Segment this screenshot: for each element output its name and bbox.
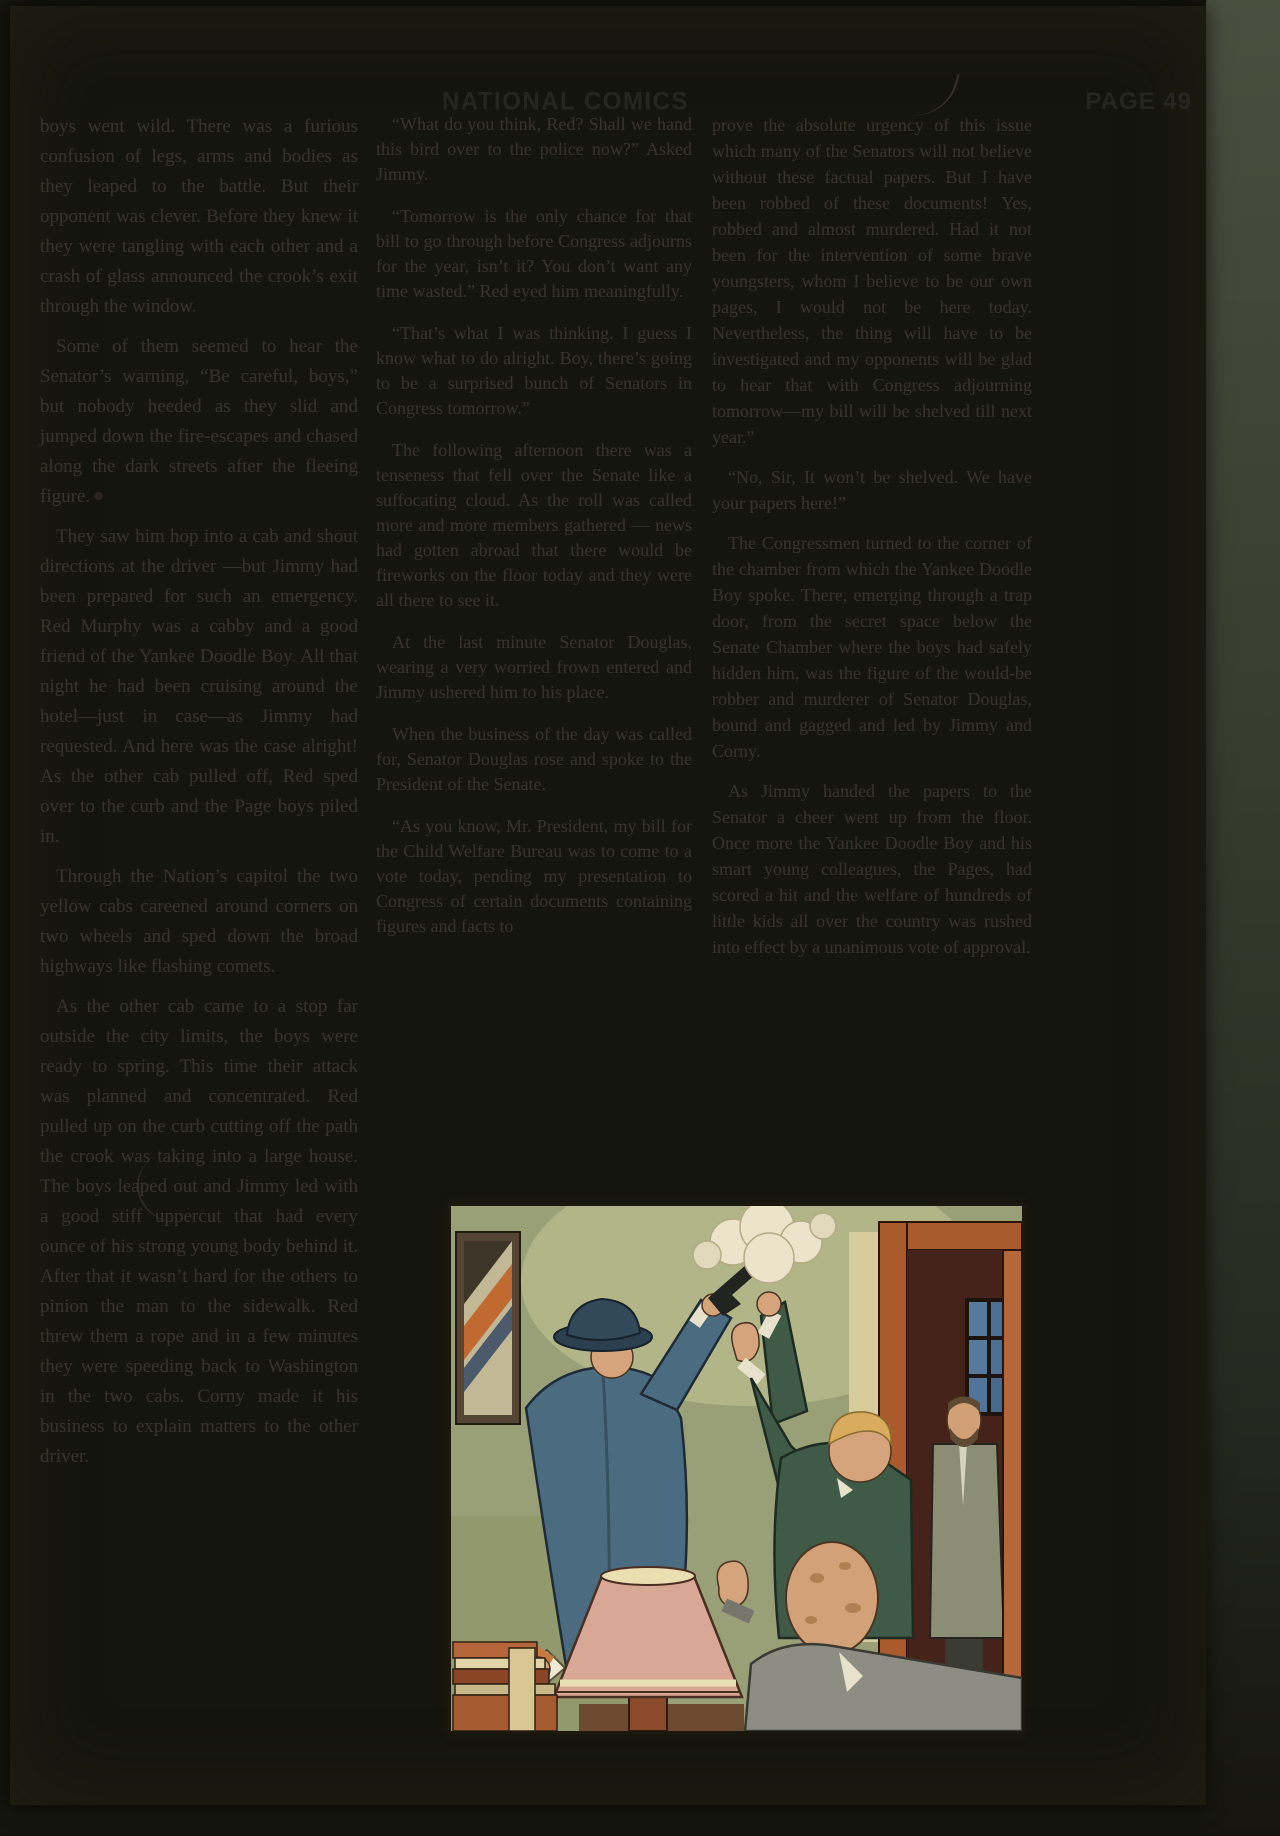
story-illustration [451, 1206, 1022, 1731]
paragraph: At the last minute Senator Douglas, wearing a very worried frown entered and Jimmy ushered him to his place. [376, 632, 692, 702]
paragraph: As the other cab came to a stop far outside the city limits, the boys were ready to spring. This time their attack was planned and concentrated. Red pulled up on the curb cutting off the path the crook was taking into a large house. The boys leaped out and Jimmy led with a good stiff uppercut that had every ounce of his strong young body behind it. After that it wasn’t hard for the others to pinion the man to the sidewalk. Red threw them a rope and in a few minutes they were speeding back to Washington in the two cabs. Corny made it his business to explain matters to the other driver. [40, 996, 358, 1467]
paragraph: “What do you think, Red? Shall we hand this bird over to the police now?” Asked Jimmy. [376, 114, 692, 184]
paragraph: Through the Nation’s capitol the two yellow cabs careened around corners on two wheels and sped down the broad highways like flashing comets. [40, 866, 358, 977]
comic-page [10, 6, 1206, 1805]
paragraph: “No, Sir, It won’t be shelved. We have your papers here!” [712, 467, 1032, 513]
story-illustration-panel [448, 1203, 1025, 1734]
page-title: NATIONAL COMICS [442, 87, 689, 116]
text-column-2 [376, 112, 692, 956]
paragraph: They saw him hop into a cab and shout directions at the driver —but Jimmy had been prepared for such an emergency. Red Murphy was a cabby and a good friend of the Yankee Doodle Boy. All that night he had been cruising around the hotel—just in case—as Jimmy had requested. And here was the case alright! As the other cab pulled off, Red sped over to the curb and the Page boys piled in. [40, 526, 358, 847]
paragraph: Some of them seemed to hear the Senator’s warning, “Be careful, boys,” but nobody heeded as they slid and jumped down the fire-escapes and chased along the dark streets after the fleeing figure. [40, 336, 358, 507]
paragraph: prove the absolute urgency of this issue which many of the Senators will not believe without these factual papers. But I have been robbed of these documents! Yes, robbed and almost murdered. Had it not been for the intervention of some brave youngsters, whom I believe to be our own pages, I would not be here today. Nevertheless, the thing will have to be investigated and my opponents will be glad to hear that with Congress adjourning tomorrow—my bill will be shelved till next year.” [712, 115, 1032, 447]
raised-hand [717, 1561, 748, 1607]
paragraph: “As you know, Mr. President, my bill for the Child Welfare Bureau was to come to a vote today, pending my presentation to Congress of certain documents containing figures and facts to [376, 816, 692, 936]
photo-backdrop-right-edge [1206, 0, 1280, 1836]
picture-frame [456, 1232, 520, 1424]
page-number: PAGE 49 [1085, 88, 1192, 115]
text-column-1 [40, 112, 358, 1482]
paragraph: The following afternoon there was a tenseness that fell over the Senate like a suffocating cloud. As the roll was called more and more members gathered — news had gotten abroad that there would be fireworks on the floor today and they were all there to see it. [376, 440, 692, 610]
paragraph: When the business of the day was called for, Senator Douglas rose and spoke to the President of the Senate. [376, 724, 692, 794]
paragraph: As Jimmy handed the papers to the Senator a cheer went up from the floor. Once more the Yankee Doodle Boy and his smart young colleagues, the Pages, had scored a hit and the welfare of hundreds of little kids all over the country was rushed into effect by a unanimous vote of approval. [712, 781, 1032, 957]
text-column-3 [712, 112, 1032, 974]
paragraph: “Tomorrow is the only chance for that bill to go through before Congress adjourns for the year, isn’t it? You don’t want any time wasted.” Red eyed him meaningfully. [376, 206, 692, 301]
paragraph: “That’s what I was thinking. I guess I know what to do alright. Boy, there’s going to be a surprised bunch of Senators in Congress tomorrow.” [376, 323, 692, 418]
paragraph: boys went wild. There was a furious confusion of legs, arms and bodies as they leaped to the battle. But their opponent was clever. Before they knew it they were tangling with each other and a crash of glass announced the crook’s exit through the window. [40, 116, 358, 317]
paragraph: The Congressmen turned to the corner of the chamber from which the Yankee Doodle Boy spoke. There, emerging through a trap door, from the secret space below the Senate Chamber where the boys had safely hidden him, was the figure of the would-be robber and murderer of Senator Douglas, bound and gagged and led by Jimmy and Corny. [712, 533, 1032, 761]
